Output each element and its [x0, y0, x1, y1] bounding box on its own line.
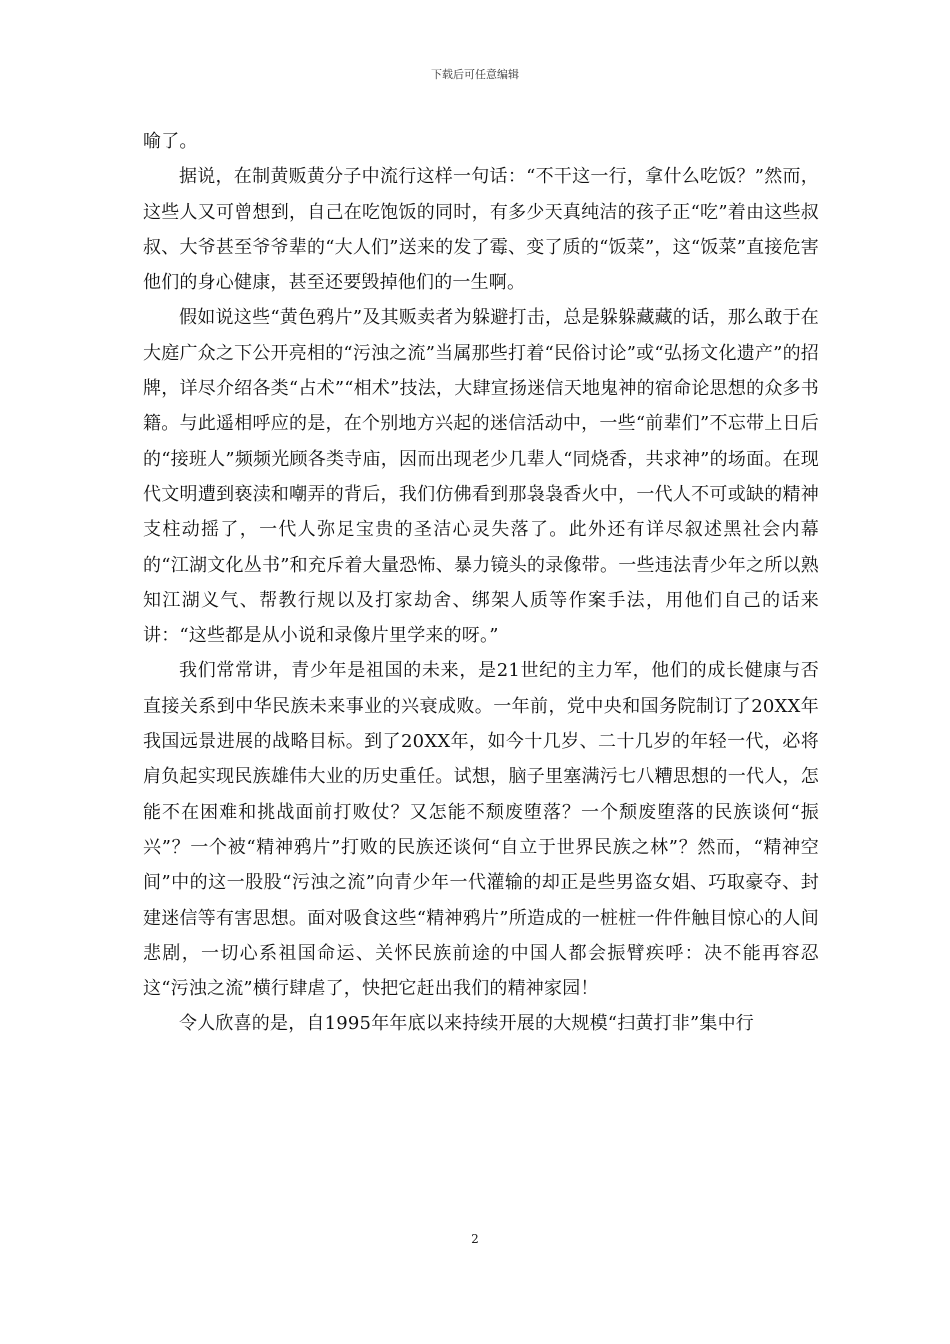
- paragraph-2: 假如说这些“黄色鸦片”及其贩卖者为躲避打击，总是躲躲藏藏的话，那么敢于在大庭广众之下公开亮相的“污浊之流”当属那些打着“民俗讨论”或“弘扬文化遗产”的招牌，详尽介绍各类“占术”“相术”技法，大肆宣扬迷信天地鬼神的宿命论思想的众多书籍。与此遥相呼应的是，在个别地方兴起的迷信活动中，一些“前辈们”不忘带上日后的“接班人”频频光顾各类寺庙，因而出现老少几辈人“同烧香，共求神”的场面。在现代文明遭到亵渎和嘲弄的背后，我们仿佛看到那袅袅香火中，一代人不可或缺的精神支柱动摇了，一代人弥足宝贵的圣洁心灵失落了。此外还有详尽叙述黑社会内幕的“江湖文化丛书”和充斥着大量恐怖、暴力镜头的录像带。一些违法青少年之所以熟知江湖义气、帮教行规以及打家劫舍、绑架人质等作案手法，用他们自己的话来讲：“这些都是从小说和录像片里学来的呀。”: [143, 307, 819, 647]
- paragraph-1: 据说，在制黄贩黄分子中流行这样一句话：“不干这一行，拿什么吃饭？”然而，这些人又可曾想到，自己在吃饱饭的同时，有多少天真纯洁的孩子正“吃”着由这些叔叔、大爷甚至爷爷辈的“大人们”送来的发了霉、变了质的“饭菜”，这“饭菜”直接危害他们的身心健康，甚至还要毁掉他们的一生啊。: [143, 166, 819, 294]
- page-number: 2: [471, 1232, 479, 1246]
- body-text: [143, 124, 819, 1042]
- paragraph-4: 令人欣喜的是，自1995年年底以来持续开展的大规模“扫黄打非”集中行: [179, 1013, 755, 1035]
- paragraph-3: 我们常常讲，青少年是祖国的未来，是21世纪的主力军，他们的成长健康与否直接关系到中华民族未来事业的兴衰成败。一年前，党中央和国务院制订了20XX年我国远景进展的战略目标。到了20XX年，如今十几岁、二十几岁的年轻一代，必将肩负起实现民族雄伟大业的历史重任。试想，脑子里塞满污七八糟思想的一代人，怎能不在困难和挑战面前打败仗？又怎能不颓废堕落？一个颓废堕落的民族谈何“振兴”？一个被“精神鸦片”打败的民族还谈何“自立于世界民族之林”？然而，“精神空间”中的这一股股“污浊之流”向青少年一代灌输的却正是些男盗女娼、巧取豪夺、封建迷信等有害思想。面对吸食这些“精神鸦片”所造成的一桩桩一件件触目惊心的人间悲剧，一切心系祖国命运、关怀民族前途的中国人都会振臂疾呼：决不能再容忍这“污浊之流”横行肆虐了，快把它赶出我们的精神家园！: [143, 660, 819, 1000]
- paragraph-continuation: 喻了。: [143, 131, 198, 152]
- page-header: 下载后可任意编辑: [431, 68, 519, 81]
